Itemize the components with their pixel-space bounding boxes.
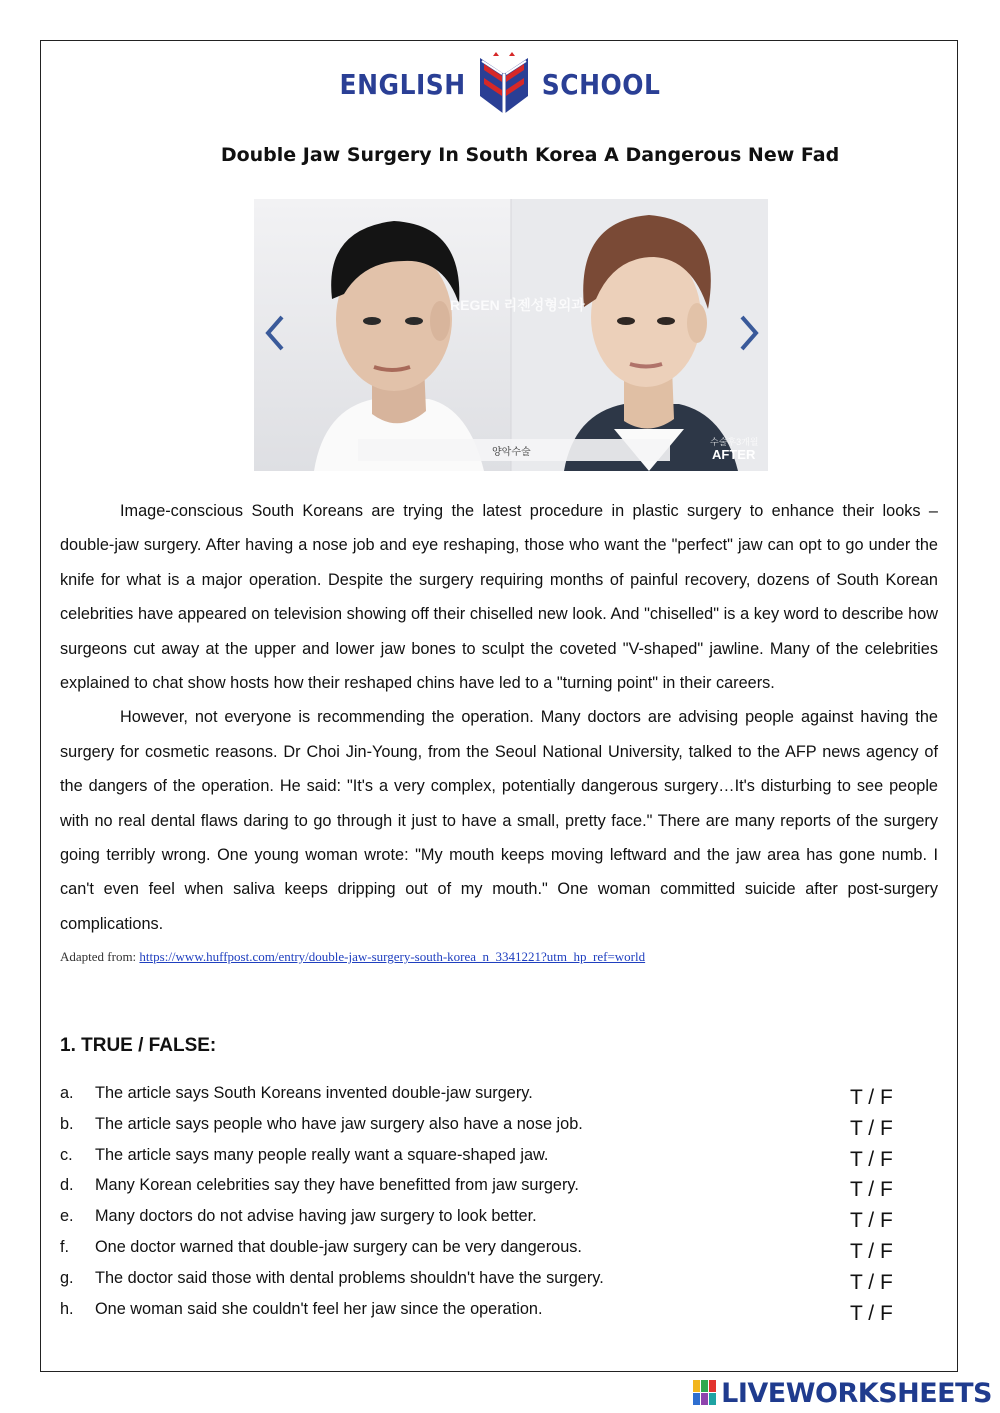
- before-after-photo[interactable]: [254, 199, 768, 471]
- list-item: [60, 1234, 910, 1265]
- list-item: [60, 1203, 910, 1234]
- item-statement: The article says South Koreans invented double-jaw surgery.: [95, 1084, 533, 1102]
- face-illustration: [254, 199, 768, 471]
- item-letter: c.: [60, 1145, 73, 1164]
- item-statement: The article says many people really want a square-shaped jaw.: [95, 1145, 549, 1164]
- article-paragraph-2: However, not everyone is recommending the operation. Many doctors are advising people against having the surgery for cosmetic reasons. Dr Choi Jin-Young, from the Seoul National University, talked to the AFP news agency of the dangers of the operation. He said: "It's a very complex, potentially dangerous surgery…It's disturbing to see people with no real dental flaws daring to go through it just to have a small, pretty face." There are many reports of the surgery going terribly wrong. One young woman wrote: "My mouth keeps moving leftward and the jaw area has gone numb. I can't even feel when saliva keeps dripping out of my mouth." One woman committed suicide after post-surgery complications.: [60, 708, 938, 933]
- chevron-left-icon[interactable]: [262, 313, 288, 353]
- true-false-choice[interactable]: T / F: [850, 1116, 893, 1140]
- true-false-choice[interactable]: T / F: [850, 1147, 893, 1171]
- chevron-right-icon[interactable]: [736, 313, 762, 353]
- book-flag-icon: [476, 52, 532, 116]
- list-item: [60, 1111, 910, 1142]
- after-label: AFTER: [712, 447, 756, 462]
- true-false-list: [60, 1080, 910, 1326]
- item-letter: g.: [60, 1268, 74, 1287]
- item-letter: b.: [60, 1114, 74, 1133]
- true-false-choice[interactable]: T / F: [850, 1270, 893, 1294]
- item-statement: Many Korean celebrities say they have benefitted from jaw surgery.: [95, 1176, 579, 1195]
- item-statement: Many doctors do not advise having jaw surgery to look better.: [95, 1207, 537, 1226]
- item-statement: One woman said she couldn't feel her jaw since the operation.: [95, 1299, 543, 1318]
- brand-name: LIVEWORKSHEETS: [721, 1377, 992, 1409]
- true-false-choice[interactable]: T / F: [850, 1209, 893, 1233]
- page-title: Double Jaw Surgery In South Korea A Dangerous New Fad: [220, 144, 840, 166]
- list-item: [60, 1296, 910, 1327]
- list-item: [60, 1172, 910, 1203]
- clinic-watermark: REGEN 리젠성형외과: [450, 297, 585, 313]
- item-statement: The article says people who have jaw surgery also have a nose job.: [95, 1114, 583, 1133]
- list-item: [60, 1142, 910, 1173]
- photo-caption: 양악수술: [492, 447, 531, 458]
- item-letter: d.: [60, 1176, 74, 1195]
- true-false-choice[interactable]: T / F: [850, 1301, 893, 1325]
- english-school-logo: [0, 52, 1000, 116]
- article-paragraph-1: Image-conscious South Koreans are trying the latest procedure in plastic surgery to enhance their looks – double-jaw surgery. After having a nose job and eye reshaping, those who want the "perfect" jaw can opt to go under the knife for what is a major operation. Despite the surgery requiring months of painful recovery, dozens of South Korean celebrities have appeared on television showing off their chiselled new look. And "chiselled" is a key word to describe how surgeons cut away at the upper and lower jaw bones to sculpt the coveted "V-shaped" jawline. Many of the celebrities explained to chat show hosts how their reshaped chins have led to a "turning point" in their careers.: [60, 502, 938, 693]
- logo-left-text: ENGLISH: [339, 68, 466, 100]
- after-sublabel: 수술후3개월: [710, 437, 759, 447]
- source-link[interactable]: https://www.huffpost.com/entry/double-jaw-surgery-south-korea_n_3341221?utm_hp_ref=world: [139, 949, 646, 964]
- item-statement: The doctor said those with dental problems shouldn't have the surgery.: [95, 1268, 604, 1287]
- item-statement: One doctor warned that double-jaw surgery can be very dangerous.: [95, 1237, 582, 1256]
- item-letter: a.: [60, 1084, 74, 1102]
- article-body: [60, 494, 938, 941]
- true-false-choice[interactable]: T / F: [850, 1086, 893, 1109]
- list-item: [60, 1080, 910, 1111]
- source-label: Adapted from:: [60, 949, 137, 964]
- true-false-choice[interactable]: T / F: [850, 1178, 893, 1202]
- liveworksheets-icon: [693, 1380, 717, 1406]
- list-item: [60, 1265, 910, 1296]
- liveworksheets-logo[interactable]: [693, 1376, 992, 1410]
- item-letter: f.: [60, 1237, 70, 1256]
- exercise-heading: 1. TRUE / FALSE:: [60, 1035, 217, 1056]
- logo-right-text: SCHOOL: [541, 68, 661, 100]
- item-letter: h.: [60, 1299, 74, 1318]
- item-letter: e.: [60, 1207, 74, 1226]
- source-citation: [60, 949, 645, 965]
- true-false-choice[interactable]: T / F: [850, 1239, 893, 1263]
